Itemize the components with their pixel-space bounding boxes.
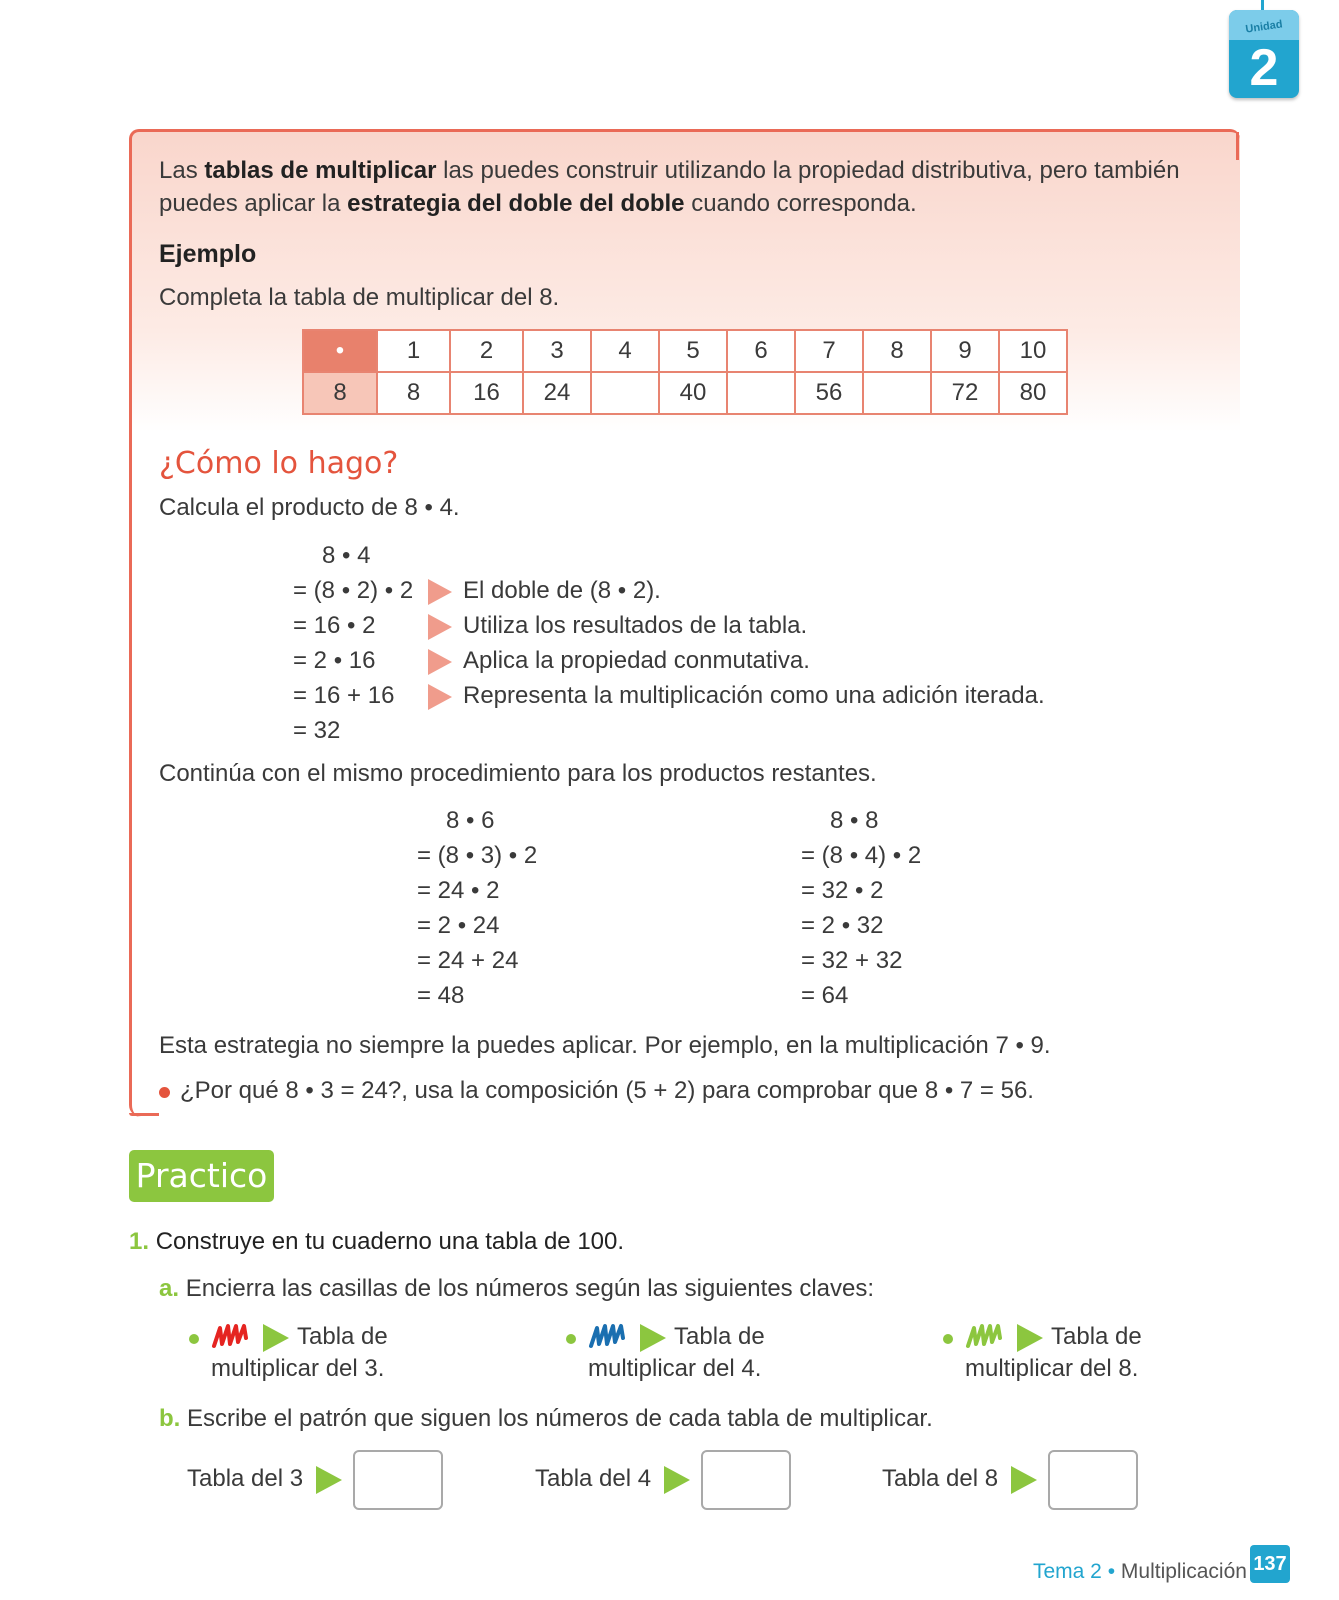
table-cell: 1: [377, 330, 450, 372]
key-line-1: Tabla de: [674, 1323, 765, 1350]
step-line: = (8 • 2) • 2: [293, 577, 414, 604]
intro-line-2: [159, 187, 917, 220]
table-cell: 16: [450, 372, 523, 414]
table-cell: 10: [999, 330, 1067, 372]
table-cell: 8: [863, 330, 931, 372]
green-scribble-icon: [965, 1322, 1003, 1352]
step-line: = 32: [293, 717, 341, 744]
question-number: 1.: [129, 1228, 150, 1255]
table-cell-empty: [591, 372, 659, 414]
arrow-icon: [1017, 1324, 1043, 1352]
theory-box-bottom-edge: [129, 1113, 159, 1116]
arrow-icon: [316, 1466, 342, 1494]
key-line-2: multiplicar del 4.: [588, 1355, 762, 1382]
col1-line: = 24 • 2: [417, 877, 500, 904]
key-line-1: Tabla de: [297, 1323, 388, 1350]
how-heading: ¿Cómo lo hago?: [159, 446, 399, 481]
item-a: [159, 1272, 874, 1305]
step-line: = 16 • 2: [293, 612, 376, 639]
table-cell: 3: [523, 330, 591, 372]
intro-keyword: tablas de multiplicar: [204, 157, 437, 184]
reflection-question: ¿Por qué 8 • 3 = 24?, usa la composición (5 + 2) para comprobar que 8 • 7 = 56.: [180, 1077, 1034, 1104]
footer-separator: •: [1101, 1560, 1121, 1583]
step-note: Representa la multiplicación como una adición iterada.: [463, 682, 1045, 709]
table-cell-empty: [727, 372, 795, 414]
item-text: Escribe el patrón que siguen los números de cada tabla de multiplicar.: [187, 1405, 933, 1432]
table-cell-empty: [863, 372, 931, 414]
table-cell: 9: [931, 330, 999, 372]
step-line: = 16 + 16: [293, 682, 395, 709]
col2-line: = 32 • 2: [801, 877, 884, 904]
table-cell: 72: [931, 372, 999, 414]
theory-box-right-edge: [1236, 132, 1239, 160]
page-number: 137: [1250, 1545, 1290, 1583]
table-cell: 5: [659, 330, 727, 372]
step-note: Aplica la propiedad conmutativa.: [463, 647, 810, 674]
question-text: Construye en tu cuaderno una tabla de 100.: [155, 1228, 625, 1255]
arrow-icon: [263, 1324, 289, 1352]
table-cell: 8: [377, 372, 450, 414]
table-cell: 6: [727, 330, 795, 372]
example-instruction: Completa la tabla de multiplicar del 8.: [159, 284, 560, 311]
arrow-icon: [1011, 1466, 1037, 1494]
multiplication-table: [302, 329, 1068, 415]
arrow-icon: [428, 684, 452, 710]
unit-number: 2: [1249, 39, 1279, 97]
pattern-label: Tabla del 4: [535, 1465, 652, 1492]
item-label: b.: [159, 1405, 181, 1432]
table-cell: 56: [795, 372, 863, 414]
table-cell: 80: [999, 372, 1067, 414]
col1-line: = (8 • 3) • 2: [417, 842, 538, 869]
step-note: Utiliza los resultados de la tabla.: [463, 612, 808, 639]
answer-box[interactable]: [353, 1450, 443, 1510]
footer-topic: Tema 2: [1033, 1560, 1102, 1583]
bullet-icon: [159, 1087, 170, 1098]
table-row: [303, 372, 1067, 414]
intro-text: las puedes construir utilizando la propiedad distributiva, pero también: [436, 157, 1180, 184]
answer-box[interactable]: [701, 1450, 791, 1510]
how-instruction: Calcula el producto de 8 • 4.: [159, 494, 460, 521]
col2-line: = (8 • 4) • 2: [801, 842, 922, 869]
pattern-label: Tabla del 3: [187, 1465, 304, 1492]
bullet-icon: [189, 1334, 199, 1344]
footer: [1033, 1560, 1247, 1584]
table-cell: 4: [591, 330, 659, 372]
arrow-icon: [664, 1466, 690, 1494]
item-b: [159, 1402, 933, 1435]
bullet-icon: [943, 1334, 953, 1344]
item-text: Encierra las casillas de los números según las siguientes claves:: [185, 1275, 875, 1302]
intro-keyword: estrategia del doble del doble: [347, 190, 685, 217]
col1-line: 8 • 6: [446, 807, 495, 834]
question-1: [129, 1225, 624, 1258]
unit-label: Unidad: [1244, 18, 1284, 36]
practice-title: Practico: [129, 1150, 274, 1202]
step-note: El doble de (8 • 2).: [463, 577, 661, 604]
blue-scribble-icon: [588, 1322, 626, 1352]
col2-line: = 64: [801, 982, 849, 1009]
table-cell: 24: [523, 372, 591, 414]
col2-line: = 32 + 32: [801, 947, 903, 974]
item-label: a.: [159, 1275, 180, 1302]
key-line-1: Tabla de: [1051, 1323, 1142, 1350]
continue-instruction: Continúa con el mismo procedimiento para los productos restantes.: [159, 760, 877, 787]
table-header-row: [303, 330, 1067, 372]
col2-line: 8 • 8: [830, 807, 879, 834]
table-cell: 40: [659, 372, 727, 414]
example-heading: Ejemplo: [159, 240, 257, 268]
intro-text: Las: [159, 157, 205, 184]
table-cell: 2: [450, 330, 523, 372]
answer-box[interactable]: [1048, 1450, 1138, 1510]
col1-line: = 24 + 24: [417, 947, 519, 974]
col2-line: = 2 • 32: [801, 912, 884, 939]
footer-subject: Multiplicación: [1120, 1560, 1247, 1583]
step-line: 8 • 4: [322, 542, 371, 569]
intro-text: puedes aplicar la: [159, 190, 348, 217]
table-cell: •: [303, 330, 377, 372]
pattern-label: Tabla del 8: [882, 1465, 999, 1492]
step-line: = 2 • 16: [293, 647, 376, 674]
col1-line: = 48: [417, 982, 465, 1009]
table-cell: 8: [303, 372, 377, 414]
arrow-icon: [428, 614, 452, 640]
bullet-icon: [566, 1334, 576, 1344]
intro-line-1: [159, 154, 1180, 187]
table-cell: 7: [795, 330, 863, 372]
intro-text: cuando corresponda.: [684, 190, 917, 217]
strategy-note: Esta estrategia no siempre la puedes aplicar. Por ejemplo, en la multiplicación 7 • 9.: [159, 1032, 1051, 1059]
arrow-icon: [428, 649, 452, 675]
key-line-2: multiplicar del 8.: [965, 1355, 1139, 1382]
arrow-icon: [640, 1324, 666, 1352]
key-line-2: multiplicar del 3.: [211, 1355, 385, 1382]
col1-line: = 2 • 24: [417, 912, 500, 939]
unit-tab: [1229, 10, 1299, 98]
arrow-icon: [428, 579, 452, 605]
red-scribble-icon: [211, 1322, 249, 1352]
